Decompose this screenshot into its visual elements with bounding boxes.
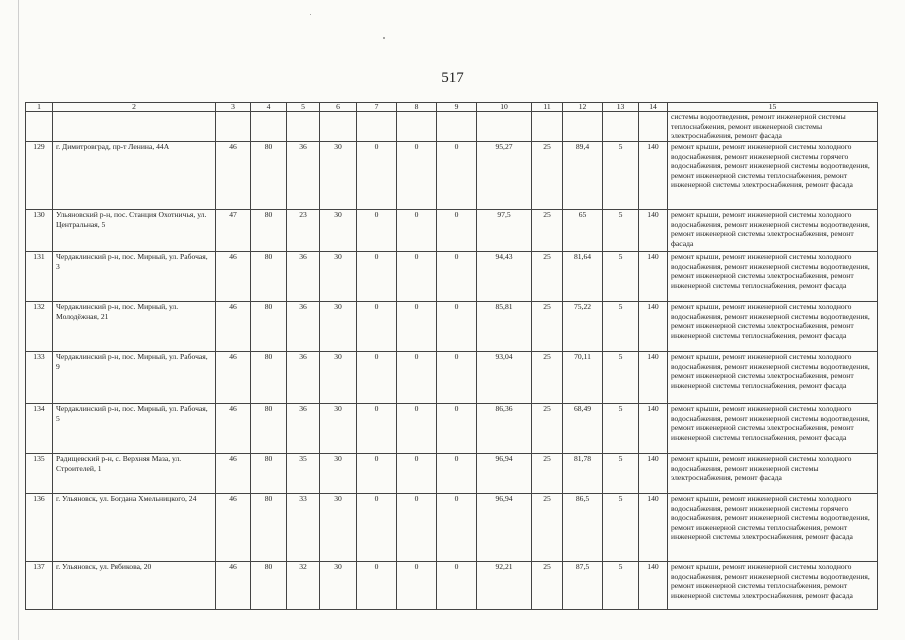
value-cell-c9: 0 xyxy=(437,352,477,404)
row-number-cell: 130 xyxy=(26,210,53,252)
table-row xyxy=(26,562,878,610)
value-cell-c9: 0 xyxy=(437,562,477,610)
value-cell-c8: 0 xyxy=(397,302,437,352)
address-cell: Чердаклинский р-н, пос. Мирный, ул. Рабочая, 9 xyxy=(53,352,216,404)
value-cell-c13: 5 xyxy=(603,142,639,210)
scan-speck xyxy=(383,37,385,39)
value-cell-c11: 25 xyxy=(532,142,563,210)
table-row xyxy=(26,302,878,352)
value-cell-c14: 140 xyxy=(639,142,668,210)
value-cell-c10: 92,21 xyxy=(477,562,532,610)
value-cell-c10: 96,94 xyxy=(477,494,532,562)
value-cell-c10: 97,5 xyxy=(477,210,532,252)
value-cell-c14: 140 xyxy=(639,494,668,562)
value-cell-c8: 0 xyxy=(397,352,437,404)
value-cell-c7: 0 xyxy=(357,494,397,562)
value-cell-c13: 5 xyxy=(603,454,639,494)
value-cell-c7: 0 xyxy=(357,352,397,404)
value-cell-c5: 36 xyxy=(287,142,320,210)
value-cell-c6: 30 xyxy=(320,210,357,252)
houses-table xyxy=(25,102,878,610)
value-cell-c10: 96,94 xyxy=(477,454,532,494)
works-cell: ремонт крыши, ремонт инженерной системы холодного водоснабжения, ремонт инженерной системы водоотведения, ремонт инженерной системы электроснабжения, ремонт инженерной системы теплоснабжения, ремонт фасада xyxy=(668,404,878,454)
value-cell-c12: 75,22 xyxy=(563,302,603,352)
value-cell-c7: 0 xyxy=(357,252,397,302)
value-cell-c14: 140 xyxy=(639,404,668,454)
value-cell-c3: 46 xyxy=(216,142,251,210)
column-header-5: 5 xyxy=(287,103,320,112)
works-cell: ремонт крыши, ремонт инженерной системы холодного водоснабжения, ремонт инженерной системы водоотведения, ремонт инженерной системы электроснабжения, ремонт инженерной системы теплоснабжения, ремонт фасада xyxy=(668,352,878,404)
address-cell: г. Ульяновск, ул. Рябикова, 20 xyxy=(53,562,216,610)
value-cell-c4: 80 xyxy=(251,210,287,252)
column-header-8: 8 xyxy=(397,103,437,112)
value-cell-c6: 30 xyxy=(320,454,357,494)
page-number: 517 xyxy=(441,70,464,86)
value-cell-c10: 94,43 xyxy=(477,252,532,302)
value-cell-c7: 0 xyxy=(357,404,397,454)
value-cell-c7: 0 xyxy=(357,142,397,210)
value-cell-c7: 0 xyxy=(357,210,397,252)
column-header-12: 12 xyxy=(563,103,603,112)
value-cell-c8: 0 xyxy=(397,454,437,494)
continuation-works-cell: системы водоотведения, ремонт инженерной системы теплоснабжения, ремонт инженерной системы электроснабжения, ремонт фасада xyxy=(668,112,878,142)
value-cell-c12: 70,11 xyxy=(563,352,603,404)
value-cell-c11: 25 xyxy=(532,252,563,302)
value-cell-c14: 140 xyxy=(639,352,668,404)
column-header-7: 7 xyxy=(357,103,397,112)
row-number-cell: 135 xyxy=(26,454,53,494)
works-cell: ремонт крыши, ремонт инженерной системы холодного водоснабжения, ремонт инженерной системы водоотведения, ремонт инженерной системы электроснабжения, ремонт фасада xyxy=(668,210,878,252)
column-header-3: 3 xyxy=(216,103,251,112)
works-cell: ремонт крыши, ремонт инженерной системы холодного водоснабжения, ремонт инженерной системы горячего водоснабжения, ремонт инженерной системы водоотведения, ремонт инженерной системы теплоснабжения, ремонт инженерной системы электроснабжения, ремонт фасада xyxy=(668,142,878,210)
value-cell-c13: 5 xyxy=(603,252,639,302)
value-cell-c5: 36 xyxy=(287,404,320,454)
value-cell-c7: 0 xyxy=(357,454,397,494)
column-header-10: 10 xyxy=(477,103,532,112)
value-cell-c7: 0 xyxy=(357,562,397,610)
value-cell-c8: 0 xyxy=(397,404,437,454)
value-cell-c4: 80 xyxy=(251,142,287,210)
value-cell-c8: 0 xyxy=(397,142,437,210)
value-cell-c12: 86,5 xyxy=(563,494,603,562)
value-cell-c5: 32 xyxy=(287,562,320,610)
value-cell-c4: 80 xyxy=(251,302,287,352)
value-cell-c6: 30 xyxy=(320,252,357,302)
row-number-cell: 133 xyxy=(26,352,53,404)
value-cell-c9: 0 xyxy=(437,404,477,454)
value-cell-c6: 30 xyxy=(320,142,357,210)
value-cell-c12: 65 xyxy=(563,210,603,252)
value-cell-c10: 95,27 xyxy=(477,142,532,210)
value-cell-c3: 46 xyxy=(216,454,251,494)
column-header-14: 14 xyxy=(639,103,668,112)
column-header-13: 13 xyxy=(603,103,639,112)
value-cell-c5: 36 xyxy=(287,302,320,352)
value-cell-c11: 25 xyxy=(532,352,563,404)
column-header-11: 11 xyxy=(532,103,563,112)
address-cell: Чердаклинский р-н, пос. Мирный, ул. Молодёжная, 21 xyxy=(53,302,216,352)
value-cell-c4: 80 xyxy=(251,454,287,494)
column-header-2: 2 xyxy=(53,103,216,112)
address-cell: Радищевский р-н, с. Верхняя Маза, ул. Строителей, 1 xyxy=(53,454,216,494)
value-cell-c3: 46 xyxy=(216,404,251,454)
row-number-cell: 129 xyxy=(26,142,53,210)
scan-speck xyxy=(310,14,311,15)
value-cell-c8: 0 xyxy=(397,562,437,610)
column-number-row xyxy=(26,103,878,112)
value-cell-c11: 25 xyxy=(532,454,563,494)
works-cell: ремонт крыши, ремонт инженерной системы холодного водоснабжения, ремонт инженерной системы горячего водоснабжения, ремонт инженерной системы водоотведения, ремонт инженерной системы теплоснабжения, ремонт инженерной системы электроснабжения, ремонт фасада xyxy=(668,494,878,562)
table-row xyxy=(26,404,878,454)
value-cell-c6: 30 xyxy=(320,494,357,562)
value-cell-c4: 80 xyxy=(251,404,287,454)
value-cell-c13: 5 xyxy=(603,494,639,562)
value-cell-c8: 0 xyxy=(397,494,437,562)
value-cell-c8: 0 xyxy=(397,252,437,302)
value-cell-c11: 25 xyxy=(532,404,563,454)
value-cell-c9: 0 xyxy=(437,142,477,210)
value-cell-c14: 140 xyxy=(639,302,668,352)
value-cell-c9: 0 xyxy=(437,302,477,352)
value-cell-c4: 80 xyxy=(251,252,287,302)
value-cell-c12: 81,64 xyxy=(563,252,603,302)
value-cell-c9: 0 xyxy=(437,210,477,252)
value-cell-c13: 5 xyxy=(603,210,639,252)
value-cell-c3: 46 xyxy=(216,562,251,610)
value-cell-c11: 25 xyxy=(532,562,563,610)
value-cell-c8: 0 xyxy=(397,210,437,252)
value-cell-c12: 68,49 xyxy=(563,404,603,454)
value-cell-c5: 23 xyxy=(287,210,320,252)
value-cell-c12: 81,78 xyxy=(563,454,603,494)
row-number-cell: 137 xyxy=(26,562,53,610)
value-cell-c3: 47 xyxy=(216,210,251,252)
value-cell-c13: 5 xyxy=(603,302,639,352)
table-row xyxy=(26,252,878,302)
value-cell-c6: 30 xyxy=(320,404,357,454)
table-row xyxy=(26,494,878,562)
column-header-6: 6 xyxy=(320,103,357,112)
column-header-1: 1 xyxy=(26,103,53,112)
works-cell: ремонт крыши, ремонт инженерной системы холодного водоснабжения, ремонт инженерной системы водоотведения, ремонт инженерной системы электроснабжения, ремонт инженерной системы теплоснабжения, ремонт фасада xyxy=(668,252,878,302)
value-cell-c10: 93,04 xyxy=(477,352,532,404)
value-cell-c11: 25 xyxy=(532,302,563,352)
value-cell-c9: 0 xyxy=(437,454,477,494)
address-cell: Чердаклинский р-н, пос. Мирный, ул. Рабочая, 5 xyxy=(53,404,216,454)
address-cell: Чердаклинский р-н, пос. Мирный, ул. Рабочая, 3 xyxy=(53,252,216,302)
works-cell: ремонт крыши, ремонт инженерной системы холодного водоснабжения, ремонт инженерной системы водоотведения, ремонт инженерной системы теплоснабжения, ремонт инженерной системы электроснабжения, ремонт фасада xyxy=(668,562,878,610)
row-number-cell: 134 xyxy=(26,404,53,454)
value-cell-c6: 30 xyxy=(320,352,357,404)
value-cell-c13: 5 xyxy=(603,562,639,610)
address-cell: г. Ульяновск, ул. Богдана Хмельницкого, 24 xyxy=(53,494,216,562)
row-number-cell: 132 xyxy=(26,302,53,352)
address-cell: г. Димитровград, пр-т Ленина, 44А xyxy=(53,142,216,210)
table-row xyxy=(26,454,878,494)
value-cell-c3: 46 xyxy=(216,494,251,562)
value-cell-c3: 46 xyxy=(216,352,251,404)
value-cell-c4: 80 xyxy=(251,494,287,562)
value-cell-c14: 140 xyxy=(639,210,668,252)
value-cell-c10: 85,81 xyxy=(477,302,532,352)
value-cell-c9: 0 xyxy=(437,494,477,562)
value-cell-c7: 0 xyxy=(357,302,397,352)
value-cell-c3: 46 xyxy=(216,302,251,352)
value-cell-c5: 33 xyxy=(287,494,320,562)
scan-edge-line xyxy=(18,0,19,640)
value-cell-c6: 30 xyxy=(320,302,357,352)
value-cell-c14: 140 xyxy=(639,454,668,494)
works-cell: ремонт крыши, ремонт инженерной системы холодного водоснабжения, ремонт инженерной системы водоотведения, ремонт инженерной системы электроснабжения, ремонт инженерной системы теплоснабжения, ремонт фасада xyxy=(668,302,878,352)
value-cell-c13: 5 xyxy=(603,352,639,404)
value-cell-c9: 0 xyxy=(437,252,477,302)
value-cell-c3: 46 xyxy=(216,252,251,302)
value-cell-c14: 140 xyxy=(639,252,668,302)
value-cell-c5: 35 xyxy=(287,454,320,494)
value-cell-c5: 36 xyxy=(287,352,320,404)
column-header-15: 15 xyxy=(668,103,878,112)
value-cell-c6: 30 xyxy=(320,562,357,610)
value-cell-c11: 25 xyxy=(532,494,563,562)
table-row xyxy=(26,142,878,210)
value-cell-c5: 36 xyxy=(287,252,320,302)
column-header-9: 9 xyxy=(437,103,477,112)
value-cell-c12: 89,4 xyxy=(563,142,603,210)
continuation-row xyxy=(26,112,878,142)
row-number-cell: 136 xyxy=(26,494,53,562)
works-cell: ремонт крыши, ремонт инженерной системы холодного водоснабжения, ремонт инженерной системы электроснабжения, ремонт фасада xyxy=(668,454,878,494)
value-cell-c11: 25 xyxy=(532,210,563,252)
address-cell: Ульяновский р-н, пос. Станция Охотничья, ул. Центральная, 5 xyxy=(53,210,216,252)
table-row xyxy=(26,210,878,252)
value-cell-c13: 5 xyxy=(603,404,639,454)
value-cell-c4: 80 xyxy=(251,352,287,404)
value-cell-c10: 86,36 xyxy=(477,404,532,454)
column-header-4: 4 xyxy=(251,103,287,112)
value-cell-c12: 87,5 xyxy=(563,562,603,610)
value-cell-c14: 140 xyxy=(639,562,668,610)
row-number-cell: 131 xyxy=(26,252,53,302)
value-cell-c4: 80 xyxy=(251,562,287,610)
table-row xyxy=(26,352,878,404)
